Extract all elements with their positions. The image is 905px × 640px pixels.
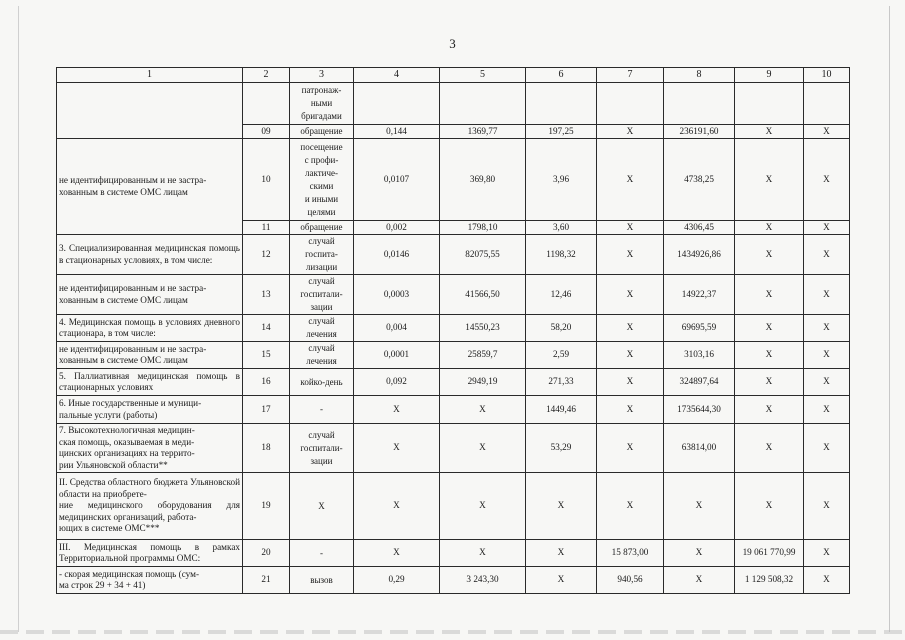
col-header: 1 [57,68,243,83]
cell-col-7: X [597,473,664,540]
cell-col-7: 15 873,00 [597,540,664,567]
table-row [57,235,850,275]
cell-col-7: X [597,125,664,139]
cell-col-3: случай госпитали- зации [290,424,354,473]
cell-col-10: X [804,396,850,424]
cell-col-6: 1198,32 [526,235,597,275]
cell-col-6 [526,83,597,125]
cell-col-8: 1434926,86 [664,235,735,275]
cell-col-7: X [597,396,664,424]
cell-col-6: 58,20 [526,315,597,342]
cell-col-8: 1735644,30 [664,396,735,424]
cell-col-8: 4738,25 [664,139,735,221]
cell-col-6: X [526,473,597,540]
cell-col-1: не идентифицированным и не застра- хованным в системе ОМС лицам [57,275,243,315]
col-header: 10 [804,68,850,83]
cell-col-4: 0,0003 [354,275,440,315]
cell-col-8: 63814,00 [664,424,735,473]
cell-col-1: не идентифицированным и не застра- хованным в системе ОМС лицам [57,139,243,235]
cell-col-8: 14922,37 [664,275,735,315]
cell-col-9: 1 129 508,32 [735,567,804,594]
table-row [57,567,850,594]
cell-col-3: - [290,540,354,567]
cell-col-9: X [735,396,804,424]
cell-col-10: X [804,221,850,235]
cell-col-2: 15 [243,342,290,369]
cell-col-6: X [526,567,597,594]
cell-col-4: X [354,396,440,424]
cell-col-5: X [440,396,526,424]
cell-col-9 [735,83,804,125]
cell-col-2: 19 [243,473,290,540]
cell-col-4: 0,004 [354,315,440,342]
cell-col-7 [597,83,664,125]
cell-col-7: X [597,235,664,275]
cell-col-3: патронаж- ными бригадами [290,83,354,125]
cell-col-7: X [597,221,664,235]
cell-col-3: случай госпита- лизации [290,235,354,275]
cell-col-4: 0,0146 [354,235,440,275]
cell-col-10: X [804,315,850,342]
cell-col-2: 12 [243,235,290,275]
cell-col-9: X [735,221,804,235]
cell-col-9: X [735,139,804,221]
table-row [57,83,850,125]
col-header: 3 [290,68,354,83]
table-row [57,369,850,396]
cell-col-3: - [290,396,354,424]
col-header: 6 [526,68,597,83]
cell-col-10: X [804,473,850,540]
cell-col-7: X [597,315,664,342]
cell-col-6: 3,60 [526,221,597,235]
cell-col-10: X [804,540,850,567]
cell-col-2: 09 [243,125,290,139]
cell-col-5: 25859,7 [440,342,526,369]
cell-col-5: 82075,55 [440,235,526,275]
col-header: 9 [735,68,804,83]
cell-col-8: 324897,64 [664,369,735,396]
table-row [57,540,850,567]
cell-col-3: обращение [290,125,354,139]
col-header: 4 [354,68,440,83]
cell-col-2: 16 [243,369,290,396]
cell-col-5: 1369,77 [440,125,526,139]
cell-col-10: X [804,424,850,473]
cell-col-4: 0,29 [354,567,440,594]
cell-col-3: посещение с профи- лактиче- скими и иными целями [290,139,354,221]
cell-col-6: 3,96 [526,139,597,221]
cell-col-9: X [735,315,804,342]
cell-col-9: X [735,369,804,396]
cell-col-6: 2,59 [526,342,597,369]
cell-col-6: 197,25 [526,125,597,139]
table-row [57,139,850,221]
cell-col-4: 0,002 [354,221,440,235]
cell-col-6: 271,33 [526,369,597,396]
cell-col-4: 0,0107 [354,139,440,221]
cell-col-10: X [804,139,850,221]
cell-col-3: случай госпитали- зации [290,275,354,315]
cell-col-1: 3. Специализированная медицинская помощь в стационарных условиях, в том числе: [57,235,243,275]
table-row [57,342,850,369]
cell-col-5: 41566,50 [440,275,526,315]
cell-col-3: случай лечения [290,342,354,369]
table-row [57,473,850,540]
col-header: 5 [440,68,526,83]
cell-col-8: X [664,540,735,567]
table-row [57,275,850,315]
cell-col-9: X [735,235,804,275]
cell-col-9: X [735,125,804,139]
cell-col-10: X [804,342,850,369]
cell-col-5: 3 243,30 [440,567,526,594]
cell-col-1: 5. Паллиативная медицинская помощь в стационарных условиях [57,369,243,396]
cell-col-8: X [664,473,735,540]
cell-col-6: 53,29 [526,424,597,473]
cell-col-8: 4306,45 [664,221,735,235]
cell-col-4: 0,092 [354,369,440,396]
cell-col-10: X [804,235,850,275]
cell-col-1: - скорая медицинская помощь (сум- ма строк 29 + 34 + 41) [57,567,243,594]
col-header: 2 [243,68,290,83]
cell-col-1: II. Средства областного бюджета Ульяновской области на приобрете- ние медицинского оборудования для медицинских организаций, работа- ющих в системе ОМС*** [57,473,243,540]
cell-col-10: X [804,125,850,139]
page-number: 3 [449,36,456,51]
cell-col-9: X [735,424,804,473]
cell-col-5: 1798,10 [440,221,526,235]
cell-col-8 [664,83,735,125]
cell-col-7: X [597,424,664,473]
cell-col-2: 13 [243,275,290,315]
cell-col-3: X [290,473,354,540]
cell-col-2: 18 [243,424,290,473]
cell-col-2: 21 [243,567,290,594]
cell-col-3: случай лечения [290,315,354,342]
cell-col-4: X [354,540,440,567]
cell-col-6: X [526,540,597,567]
cell-col-10: X [804,567,850,594]
cell-col-5: X [440,473,526,540]
cell-col-2: 20 [243,540,290,567]
cell-col-10 [804,83,850,125]
cell-col-5: 369,80 [440,139,526,221]
cell-col-5 [440,83,526,125]
cell-col-7: X [597,275,664,315]
cell-col-1: III. Медицинская помощь в рамках Территориальной программы ОМС: [57,540,243,567]
cell-col-2: 11 [243,221,290,235]
table-row [57,315,850,342]
cell-col-8: 3103,16 [664,342,735,369]
cell-col-8: 236191,60 [664,125,735,139]
table-row [57,424,850,473]
cell-col-4: 0,0001 [354,342,440,369]
cell-col-8: X [664,567,735,594]
cell-col-2: 14 [243,315,290,342]
cell-col-5: 14550,23 [440,315,526,342]
cell-col-1: 7. Высокотехнологичная медицин- ская помощь, оказываемая в меди- цинских организациях на террито- рии Ульяновской области** [57,424,243,473]
cell-col-9: X [735,473,804,540]
cell-col-3: койко-день [290,369,354,396]
cell-col-1: не идентифицированным и не застра- хованным в системе ОМС лицам [57,342,243,369]
cell-col-1: 4. Медицинская помощь в условиях дневного стационара, в том числе: [57,315,243,342]
cell-col-2: 17 [243,396,290,424]
cell-col-8: 69695,59 [664,315,735,342]
cell-col-1: 6. Иные государственные и муници- пальные услуги (работы) [57,396,243,424]
cell-col-2 [243,83,290,125]
col-header: 8 [664,68,735,83]
cell-col-9: X [735,342,804,369]
cell-col-1 [57,83,243,139]
cell-col-9: X [735,275,804,315]
col-header: 7 [597,68,664,83]
cell-col-7: X [597,342,664,369]
data-table [56,67,850,594]
cell-col-5: X [440,540,526,567]
cell-col-5: X [440,424,526,473]
cell-col-6: 1449,46 [526,396,597,424]
cell-col-4: X [354,473,440,540]
cell-col-6: 12,46 [526,275,597,315]
cell-col-9: 19 061 770,99 [735,540,804,567]
cell-col-10: X [804,369,850,396]
cell-col-7: 940,56 [597,567,664,594]
cell-col-7: X [597,369,664,396]
header-row [57,68,850,83]
cell-col-7: X [597,139,664,221]
cell-col-3: вызов [290,567,354,594]
cell-col-3: обращение [290,221,354,235]
cell-col-5: 2949,19 [440,369,526,396]
table-row [57,396,850,424]
scan-edge [0,630,905,634]
cell-col-10: X [804,275,850,315]
cell-col-4: 0,144 [354,125,440,139]
cell-col-4: X [354,424,440,473]
cell-col-2: 10 [243,139,290,221]
cell-col-4 [354,83,440,125]
